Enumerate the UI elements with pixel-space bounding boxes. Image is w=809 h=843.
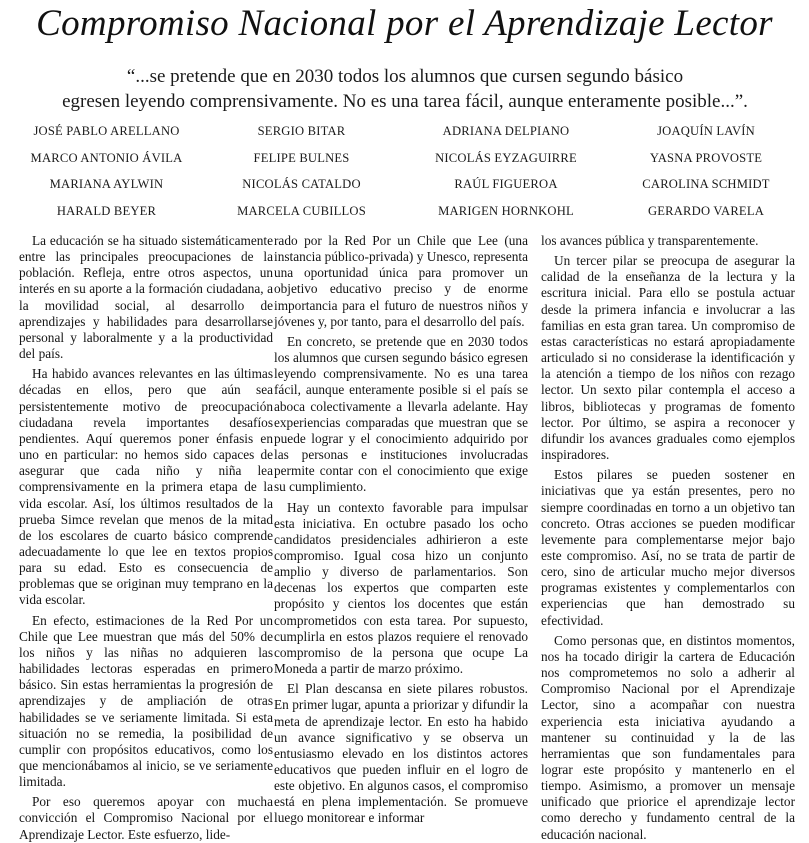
- signatory-name: FELIPE BULNES: [253, 150, 350, 165]
- signatory-name: GERARDO VARELA: [647, 203, 765, 218]
- signatory-name: NICOLÁS EYZAGUIRRE: [435, 150, 577, 165]
- signatory-name: MARIANA AYLWIN: [49, 177, 164, 191]
- signatory-name: NICOLÁS CATALDO: [242, 177, 361, 191]
- body-paragraph: los avances pública y transparentemente.: [541, 233, 759, 248]
- pull-quote-line: egresen leyendo comprensivamente. No es una tarea fácil, aunque enteramente posible...”.: [62, 91, 748, 112]
- pull-quote-line: “...se pretende que en 2030 todos los alumnos que cursen segundo básico: [126, 66, 684, 87]
- signatory-name: CAROLINA SCHMIDT: [642, 177, 770, 191]
- signatory-name: HARALD BEYER: [56, 203, 157, 218]
- body-paragraph: Estos pilares se pueden sostener en iniciativas que ya están presentes, pero no siempre coordinadas en torno a un objetivo tan concreto. Otras acciones se pueden modificar levemente para complementarse mejor bajo este compromiso. Así, no se trata de partir de cero, sino de articular mucho mejor diversos programas existentes y complementarlos con experiencias que han demostrado su efectividad.: [541, 467, 795, 628]
- body-paragraph: Hay un contexto favorable para impulsar esta iniciativa. En octubre pasado los ocho candidatos presidenciales adhirieron a este compromiso. Igual cosa hizo un conjunto amplio y diverso de parlamentarios. Son decenas los expertos que comparten este propósito y cientos los docentes que están comprometidos con esta tarea. Por supuesto, cumplirla en estos plazos requiere el renovado compromiso de la persona que ocupe La Moneda a partir de marzo próximo.: [274, 499, 528, 677]
- body-paragraph: La educación se ha situado sistemáticamente entre las principales preocupaciones de la población. Refleja, entre otros aspectos, un interés en su aporte a la formación ciudadana, a la movilidad social, al desarrollo de aprendizajes y habilidades para desarrollarse personal y laboralmente y a la productividad del país.: [19, 233, 273, 362]
- signatory-name: ADRIANA DELPIANO: [442, 124, 570, 138]
- body-paragraph: En concreto, se pretende que en 2030 todos los alumnos que cursen segundo básico egresen leyendo comprensivamente. No es una tarea fácil, aunque enteramente posible si el país se aboca colectivamente a llevarla adelante. Hay experiencias comparadas que muestran que se puede lograr y el conocimiento adquirido por las personas e instituciones involucradas permite contar con el conocimiento que exige su cumplimiento.: [274, 333, 528, 495]
- signatories-list: [10, 124, 800, 230]
- signatory-name: MARCELA CUBILLOS: [237, 203, 366, 218]
- body-paragraph: Ha habido avances relevantes en las últimas décadas en ellos, pero que aún sea persistentemente motivo de preocupación ciudadana revela importantes desafíos pendientes. Aquí queremos poner énfasis en uno en particular: no hemos sido capaces de asegurar que cada niño y niña lea comprensivamente en la primera etapa de la vida escolar. Así, los últimos resultados de la prueba Simce revelan que menos de la mitad de los escolares de cuarto básico comprende adecuadamente lo que lee en textos propios para su edad. Esto es consecuencia de problemas que se originan muy temprano en la vida escolar.: [19, 366, 273, 608]
- signatory-name: YASNA PROVOSTE: [649, 150, 763, 165]
- body-paragraph: rado por la Red Por un Chile que Lee (una instancia público-privada) y Unesco, representa una oportunidad única para promover un objetivo educativo preciso y de enorme importancia para el futuro de nuestros niños y jóvenes y, por tanto, para el desarrollo del país.: [274, 233, 528, 329]
- body-paragraph: Por eso queremos apoyar con mucha convicción el Compromiso Nacional por el Aprendizaje Lector. Este esfuerzo, lide-: [19, 794, 273, 842]
- signatory-name: JOSÉ PABLO ARELLANO: [33, 124, 180, 138]
- signatory-name: JOAQUÍN LAVÍN: [657, 124, 755, 138]
- signatory-name: SERGIO BITAR: [257, 124, 346, 138]
- signatory-name: RAÚL FIGUEROA: [454, 177, 558, 191]
- pull-quote: [40, 64, 770, 114]
- body-paragraph: En efecto, estimaciones de la Red Por un Chile que Lee muestran que más del 50% de los niños y las niñas no adquieren las habilidades lectoras esperadas en primero básico. Sin estas herramientas la progresión de aprendizajes y de ampliación de otras habilidades se ve seriamente limitada. Si esta situación no se remedia, la posibilidad de cumplir con propósitos educativos, como los que mencionábamos al inicio, se ve seriamente limitada.: [19, 612, 273, 790]
- body-column-2: [274, 233, 528, 826]
- signatory-name: MARCO ANTONIO ÁVILA: [30, 150, 183, 165]
- body-paragraph: Como personas que, en distintos momentos, nos ha tocado dirigir la cartera de Educación nos comprometemos no solo a adherir al Compromiso Nacional por el Aprendizaje Lector, sino a acompañar con nuestra experiencia esta iniciativa ayudando a mantener su continuidad y la de las herramientas que son fundamentales para lograr este propósito y mantenerlo en el tiempo. Asimismo, a promover un mensaje unificado que priorice el aprendizaje lector como derecho y fundamento central de la educación nacional.: [541, 632, 795, 842]
- body-column-1: [19, 233, 273, 842]
- body-paragraph: Un tercer pilar se preocupa de asegurar la calidad de la enseñanza de la lectura y la escritura inicial. Para ello se postula actuar desde la primera infancia e involucrar a las familias en esta gran tarea. Un compromiso de estas características no estará apropiadamente articulado si no considerase la identificación y la atención a tiempo de los niños con rezago lector. Un sexto pilar contempla el acceso a libros, bibliotecas y programas de fomento lector. Por último, se aspira a reconocer y difundir los avances graduales como ejemplos inspiradores.: [541, 253, 795, 463]
- body-paragraph: El Plan descansa en siete pilares robustos. En primer lugar, apunta a priorizar y difundir la meta de aprendizaje lector. En esto ha habido un avance significativo y se observa un entusiasmo elevado en los distintos actores educativos que pueden influir en el logro de este objetivo. En algunos casos, el compromiso está en plena implementación. Se promueve luego monitorear e informar: [274, 681, 528, 826]
- article-title: Compromiso Nacional por el Aprendizaje Lector: [36, 3, 773, 44]
- signatory-name: MARIGEN HORNKOHL: [438, 203, 574, 218]
- body-column-3: [541, 233, 795, 842]
